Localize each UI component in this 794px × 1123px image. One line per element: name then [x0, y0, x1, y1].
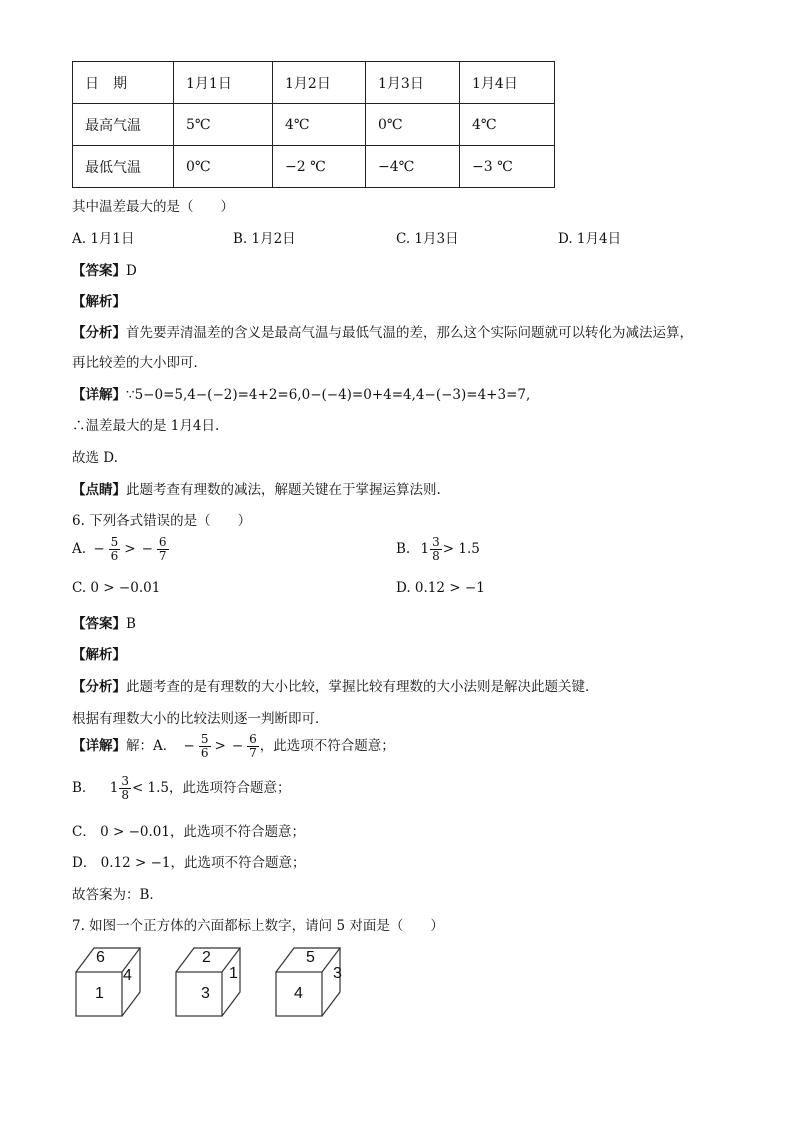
q6-detail-d: D． 0.12 > −1，此选项不符合题意； [72, 855, 306, 871]
temperature-table [72, 61, 555, 188]
cube-1-side: 4 [123, 967, 132, 984]
fenxi-text: 此题考查的是有理数的大小比较，掌握比较有理数的大小法则是解决此题关键． [126, 679, 599, 695]
q6-fenxi [72, 675, 599, 695]
detail-text: ∵5−0=5,4−(−2)=4+2=6,0−(−4)=0+4=4,4−(−3)=4+3=7, [126, 387, 531, 403]
fenxi-text: 首先要弄清温差的含义是最高气温与最低气温的差，那么这个实际问题就可以转化为减法运算， [126, 325, 693, 341]
answer-tag: 【答案】 [72, 616, 126, 632]
q5-comment [72, 478, 441, 498]
table-header-cell: 1月3日 [366, 62, 460, 104]
table-cell: 0℃ [174, 146, 273, 188]
cube-3-top: 5 [306, 949, 315, 966]
table-cell: −3 ℃ [460, 146, 555, 188]
q6-analysis-tag [72, 643, 126, 663]
fenxi-tag: 【分析】 [72, 325, 126, 341]
row-label: 最高气温 [73, 104, 174, 146]
table-row [73, 146, 555, 188]
table-cell: −4℃ [366, 146, 460, 188]
cube-2-front: 3 [201, 985, 210, 1002]
q6-option-d: D. 0.12 > −1 [396, 580, 485, 596]
q5-option-a: A. 1月1日 [72, 231, 135, 247]
analysis-tag: 【解析】 [72, 294, 126, 310]
table-cell: 5℃ [174, 104, 273, 146]
analysis-tag: 【解析】 [72, 647, 126, 663]
q5-answer [72, 259, 137, 279]
q7-question: 7. 如图一个正方体的六面都标上数字，请问 5 对面是（ ） [72, 918, 444, 934]
row-label: 最低气温 [73, 146, 174, 188]
q6-fenxi-line2: 根据有理数大小的比较法则逐一判断即可． [72, 711, 329, 727]
fraction: $\frac{5}{6}$ [200, 732, 209, 760]
table-header-cell: 1月4日 [460, 62, 555, 104]
table-cell: 4℃ [273, 104, 366, 146]
fraction: $\frac{5}{6}$ [110, 535, 119, 563]
comment-text: 此题考查有理数的减法，解题关键在于掌握运算法则. [126, 482, 441, 498]
table-cell: −2 ℃ [273, 146, 366, 188]
q5-option-c: C. 1月3日 [396, 231, 459, 247]
option-label: A. [72, 541, 87, 557]
fraction: $\frac{3}{8}$ [121, 774, 129, 802]
q6-detail-a: 【详解】解：A． − $\frac{5}{6}$ > − $\frac{6}{7}$ ，此选项不符合题意； [72, 732, 395, 760]
option-label: B. [396, 541, 411, 557]
table-cell: 0℃ [366, 104, 460, 146]
q5-detail [72, 383, 530, 403]
detail-tag: 【详解】 [72, 738, 126, 754]
q5-detail-line2: ∴温差最大的是 1月4日. [72, 418, 220, 434]
q5-question: 其中温差最大的是（ ） [72, 199, 234, 215]
table-cell: 4℃ [460, 104, 555, 146]
q6-answer [72, 612, 136, 632]
table-header-cell: 日 期 [73, 62, 174, 104]
q6-detail-c: C． 0 > −0.01，此选项不符合题意； [72, 824, 305, 840]
answer-value: D [126, 263, 137, 279]
fraction: $\frac{6}{7}$ [158, 535, 167, 563]
cube-1-top: 6 [96, 949, 105, 966]
q6-question: 6. 下列各式错误的是（ ） [72, 513, 252, 529]
cube-3-side: 3 [333, 965, 342, 982]
q6-option-c: C. 0 > −0.01 [72, 580, 161, 596]
q6-final: 故答案为：B． [72, 887, 163, 903]
q5-option-b: B. 1月2日 [233, 231, 296, 247]
q5-choose: 故选 D. [72, 450, 118, 466]
q6-option-a: A. − $\frac{5}{6}$ > − $\frac{6}{7}$ [72, 535, 167, 563]
answer-value: B [126, 616, 136, 632]
q6-option-b: B. 1 $\frac{3}{8}$ > 1.5 [396, 535, 480, 563]
cube-2-top: 2 [202, 949, 211, 966]
cube-1-front: 1 [95, 985, 104, 1002]
q5-option-d: D. 1月4日 [558, 231, 622, 247]
cube-2-side: 1 [229, 965, 238, 982]
q5-fenxi [72, 321, 693, 341]
answer-tag: 【答案】 [72, 263, 126, 279]
cube-figures [70, 940, 360, 1020]
q6-detail-b: B． 1 $\frac{3}{8}$ < 1.5，此选项符合题意； [72, 774, 291, 802]
cube-3-front: 4 [294, 985, 303, 1002]
table-header-cell: 1月2日 [273, 62, 366, 104]
detail-tag: 【详解】 [72, 387, 126, 403]
fraction: $\frac{3}{8}$ [432, 535, 440, 563]
q5-fenxi-line2: 再比较差的大小即可． [72, 355, 207, 371]
table-row [73, 104, 555, 146]
table-header-row [73, 62, 555, 104]
fraction: $\frac{6}{7}$ [249, 732, 257, 760]
table-header-cell: 1月1日 [174, 62, 273, 104]
comment-tag: 【点睛】 [72, 482, 126, 498]
fenxi-tag: 【分析】 [72, 679, 126, 695]
q5-analysis-tag [72, 290, 126, 310]
